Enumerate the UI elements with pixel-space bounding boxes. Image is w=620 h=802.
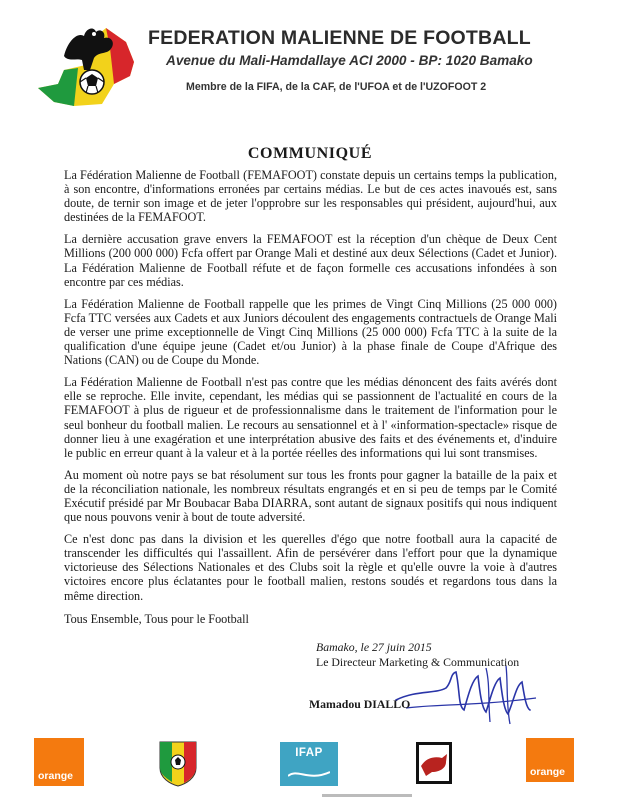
paragraph: Ce n'est donc pas dans la division et les querelles d'égo que notre football aura la capacité de transcender les difficultés qui l'assaillent. Afin de persévérer dans l'effort pour que la dynamique victorieuse des Sélections Nationales et des Clubs soit la règle et qu'elle ouvre la voie à d'autres victoires encore plus éclatantes pour le football malien, restons soudés et regardons tous dans la même direction. — [64, 532, 557, 603]
signer-name: Mamadou DIALLO — [309, 697, 411, 711]
document-title: COMMUNIQUÉ — [247, 145, 373, 162]
org-address: Avenue du Mali-Hamdallaye ACI 2000 - BP: 1020 Bamako — [166, 53, 533, 68]
place-date: Bamako, le 27 juin 2015 — [316, 640, 432, 654]
org-memberships: Membre de la FIFA, de la CAF, de l'UFOA et de l'UZOFOOT 2 — [186, 81, 487, 93]
panther-logo-icon — [416, 742, 452, 784]
paragraph: Au moment où notre pays se bat résolument sur tous les fronts pour gagner la bataille de la paix et de la réconciliation nationale, les nombreux résultats engrangés et en si peu de temps par le Comité Exécutif présidé par Mr Boubacar Baba DIARRA, sont autant de signaux positifs qui nous indiquent que nous pouvons venir à bout de toute adversité. — [64, 467, 557, 525]
orange-logo-icon — [526, 738, 574, 782]
panther-silhouette-icon — [416, 742, 452, 784]
eagle-map-football-icon — [34, 18, 142, 110]
paragraph: La dernière accusation grave envers la FEMAFOOT est la réception d'un chèque de Deux Cent Millions (200 000 000) Fcfa offert par Orange Mali et destiné aux deux Sélections (Cadet et Junior). La Fédération Malienne de Football réfute et de façon formelle ces accusations infondées à son encontre par ces médias. — [64, 232, 557, 289]
paragraph: La Fédération Malienne de Football n'est pas contre que les médias dénoncent des faits avérés dont elle se reproche. Elle invite, cependant, les médias qui se passionnent de l'actualité en cours de la FEMAFOOT à plus de rigueur et de professionnalisme dans le traitement de l'information pour le seul bonheur du football malien. Le recours au sensationnel et à l' «information-spectacle» risque de donner lieu à une exagération et une interprétation abusive des faits et des événements et, d'induire le public en erreur quant à la valeur et à la portée réelles des informations qui lui sont transmises. — [64, 375, 557, 460]
ifap-logo-icon — [280, 742, 338, 786]
org-name: FEDERATION MALIENNE DE FOOTBALL — [148, 27, 531, 49]
closing-slogan: Tous Ensemble, Tous pour le Football — [64, 612, 249, 626]
federation-crest-icon — [158, 738, 198, 788]
communique-body — [64, 168, 557, 611]
letterhead — [0, 0, 620, 115]
sponsor-label: orange — [530, 766, 566, 778]
paragraph: La Fédération Malienne de Football rappelle que les primes de Vingt Cinq Millions (25 000 000) Fcfa TTC versées aux Cadets et aux Juniors découlent des engagements contractuels de Orange Mali de verser une prime exceptionnelle de Vingt Cinq Millions (25 000 000) Fcfa TTC à la suite de la qualification d'une équipe jeune (Cadet et/ou Junior) à la phase finale de Coupe d'Afrique des Nations (CAN) ou de Coupe du Monde. — [64, 296, 557, 368]
handwritten-signature-icon — [386, 660, 546, 730]
stamp-fragment-icon — [322, 793, 412, 799]
sponsor-label: IFAP — [295, 747, 323, 759]
sponsor-label: orange — [38, 770, 74, 782]
orange-logo-icon — [34, 738, 84, 786]
ifap-wave-icon — [288, 766, 330, 782]
paragraph: La Fédération Malienne de Football (FEMAFOOT) constate depuis un certains temps la publication, à son encontre, d'informations erronées par certains médias. Le but de ces actes inavoués est, sans doute, de ternir son image et de jeter l'opprobre sur les responsables qui président, aujourd'hui, aux destinées de la FEMAFOOT. — [64, 168, 557, 225]
signer-title: Le Directeur Marketing & Communication — [316, 655, 520, 669]
